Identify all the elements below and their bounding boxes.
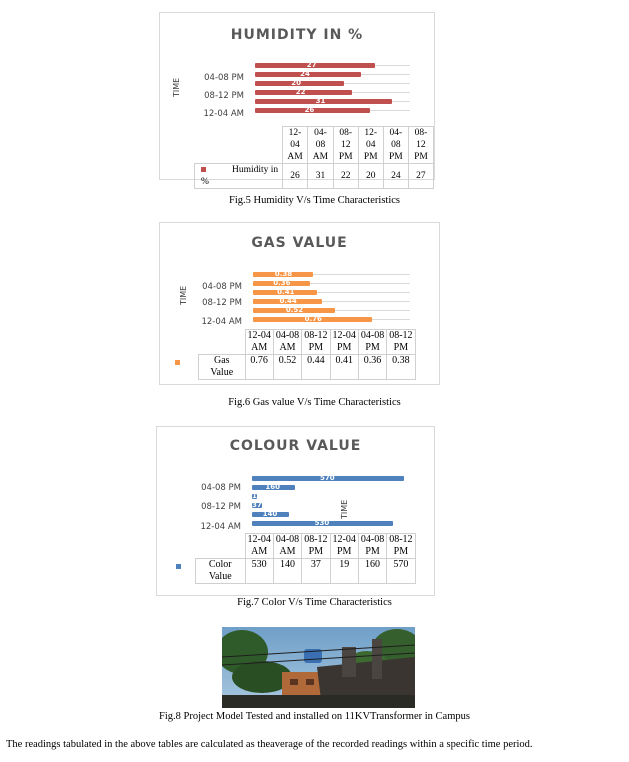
transformer-photo bbox=[222, 627, 415, 708]
bar-data-label: 0.44 bbox=[279, 297, 297, 305]
tick-label: 04-08 PM bbox=[204, 73, 244, 83]
value-cell: 0.52 bbox=[273, 355, 301, 380]
plot-area bbox=[255, 61, 415, 117]
category-cell: 12-04 PM bbox=[330, 330, 358, 355]
value-cell: 37 bbox=[302, 559, 330, 584]
bar-data-label: 570 bbox=[320, 474, 335, 482]
bar-data-label: 26 bbox=[304, 106, 315, 114]
value-cell: 0.38 bbox=[387, 355, 415, 380]
value-cell: 0.44 bbox=[302, 355, 330, 380]
value-cell: 140 bbox=[273, 559, 301, 584]
value-cell: 19 bbox=[330, 559, 358, 584]
bar-data-label: 20 bbox=[291, 79, 302, 87]
bar-data-label: 0.52 bbox=[285, 306, 304, 314]
category-cell: 08-12 PM bbox=[387, 534, 415, 559]
data-table bbox=[198, 329, 416, 380]
bar-data-label: 0.38 bbox=[274, 270, 293, 278]
category-cell: 12-04 PM bbox=[358, 127, 383, 164]
bar-data-label: 0.41 bbox=[277, 288, 295, 296]
series-name: Gas bbox=[213, 355, 230, 366]
colour-chart bbox=[156, 426, 435, 596]
tick-label: 08-12 PM bbox=[202, 298, 242, 308]
legend-cell bbox=[199, 355, 246, 380]
figure-caption: Fig.8 Project Model Tested and installed on 11KVTransformer in Campus bbox=[159, 711, 470, 722]
figure-caption: Fig.7 Color V/s Time Characteristics bbox=[237, 597, 392, 608]
category-cell: 04-08 AM bbox=[273, 534, 301, 559]
y-axis-label: TIME bbox=[340, 499, 349, 519]
category-cell: 08-12 PM bbox=[408, 127, 433, 164]
series-name: Value bbox=[210, 367, 234, 378]
bar-data-label: 140 bbox=[262, 510, 278, 518]
humidity-chart bbox=[159, 12, 435, 187]
series-name: Humidity in % bbox=[201, 165, 279, 187]
bar-data-label: 19 bbox=[252, 492, 262, 500]
chart-title: HUMIDITY IN % bbox=[230, 27, 364, 43]
legend-key bbox=[175, 360, 180, 365]
data-table bbox=[195, 533, 416, 584]
bar-data-label: 37 bbox=[252, 501, 262, 509]
value-cell: 26 bbox=[282, 164, 307, 189]
gas-chart bbox=[159, 222, 440, 385]
series-name: Color bbox=[208, 559, 232, 570]
tick-label: 08-12 PM bbox=[204, 91, 244, 101]
tick-label: 08-12 PM bbox=[201, 502, 241, 512]
category-cell: 08-12 PM bbox=[302, 330, 330, 355]
tick-label: 04-08 PM bbox=[202, 282, 242, 292]
value-cell: 530 bbox=[245, 559, 273, 584]
category-cell: 04-08 PM bbox=[383, 127, 408, 164]
bar-data-label: 27 bbox=[306, 61, 317, 69]
bar-data-label: 160 bbox=[265, 483, 280, 491]
bar-data-label: 31 bbox=[315, 97, 326, 105]
photo-illustration bbox=[222, 627, 415, 708]
legend-cell bbox=[196, 559, 246, 584]
category-cell: 04-08 PM bbox=[358, 534, 386, 559]
category-cell: 12-04 AM bbox=[245, 330, 273, 355]
value-cell: 27 bbox=[408, 164, 433, 189]
category-cell: 04-08 AM bbox=[308, 127, 333, 164]
tick-label: 04-08 PM bbox=[201, 483, 241, 493]
figure-caption: Fig.5 Humidity V/s Time Characteristics bbox=[228, 195, 401, 206]
y-axis-label: TIME bbox=[172, 77, 181, 97]
plot-area bbox=[253, 270, 415, 324]
tick-label: 12-04 AM bbox=[203, 109, 244, 119]
category-cell: 12-04 AM bbox=[245, 534, 273, 559]
value-cell: 31 bbox=[308, 164, 333, 189]
tick-label: 12-04 AM bbox=[200, 522, 241, 532]
value-cell: 22 bbox=[333, 164, 358, 189]
bar-data-label: 22 bbox=[295, 88, 306, 96]
data-table bbox=[194, 126, 434, 189]
chart-title: GAS VALUE bbox=[251, 235, 348, 251]
category-cell: 12-04 AM bbox=[282, 127, 307, 164]
value-cell: 24 bbox=[383, 164, 408, 189]
value-cell: 20 bbox=[358, 164, 383, 189]
category-cell: 08-12 PM bbox=[333, 127, 358, 164]
y-axis-label: TIME bbox=[179, 285, 188, 305]
figure-caption: Fig.6 Gas value V/s Time Characteristics bbox=[228, 397, 401, 408]
legend-key bbox=[201, 167, 206, 172]
legend-cell bbox=[195, 164, 283, 189]
bar-data-label: 530 bbox=[314, 519, 330, 527]
chart-title: COLOUR VALUE bbox=[229, 438, 362, 454]
tick-label: 12-04 AM bbox=[201, 317, 242, 327]
value-cell: 570 bbox=[387, 559, 415, 584]
bar-data-label: 24 bbox=[300, 70, 310, 78]
value-cell: 160 bbox=[358, 559, 386, 584]
plot-area bbox=[252, 474, 417, 530]
bar-data-label: 0.76 bbox=[304, 315, 322, 323]
legend-key bbox=[176, 564, 181, 569]
category-cell: 08-12 PM bbox=[302, 534, 330, 559]
bar-data-label: 0.36 bbox=[273, 279, 291, 287]
category-cell: 12-04 PM bbox=[330, 534, 358, 559]
value-cell: 0.41 bbox=[330, 355, 358, 380]
category-cell: 08-12 PM bbox=[387, 330, 415, 355]
series-name: Value bbox=[208, 571, 232, 582]
body-paragraph: The readings tabulated in the above tables are calculated as theaverage of the recorded readings within a specific time period. bbox=[6, 739, 533, 750]
category-cell: 04-08 AM bbox=[273, 330, 301, 355]
value-cell: 0.76 bbox=[245, 355, 273, 380]
value-cell: 0.36 bbox=[358, 355, 386, 380]
category-cell: 04-08 PM bbox=[358, 330, 386, 355]
